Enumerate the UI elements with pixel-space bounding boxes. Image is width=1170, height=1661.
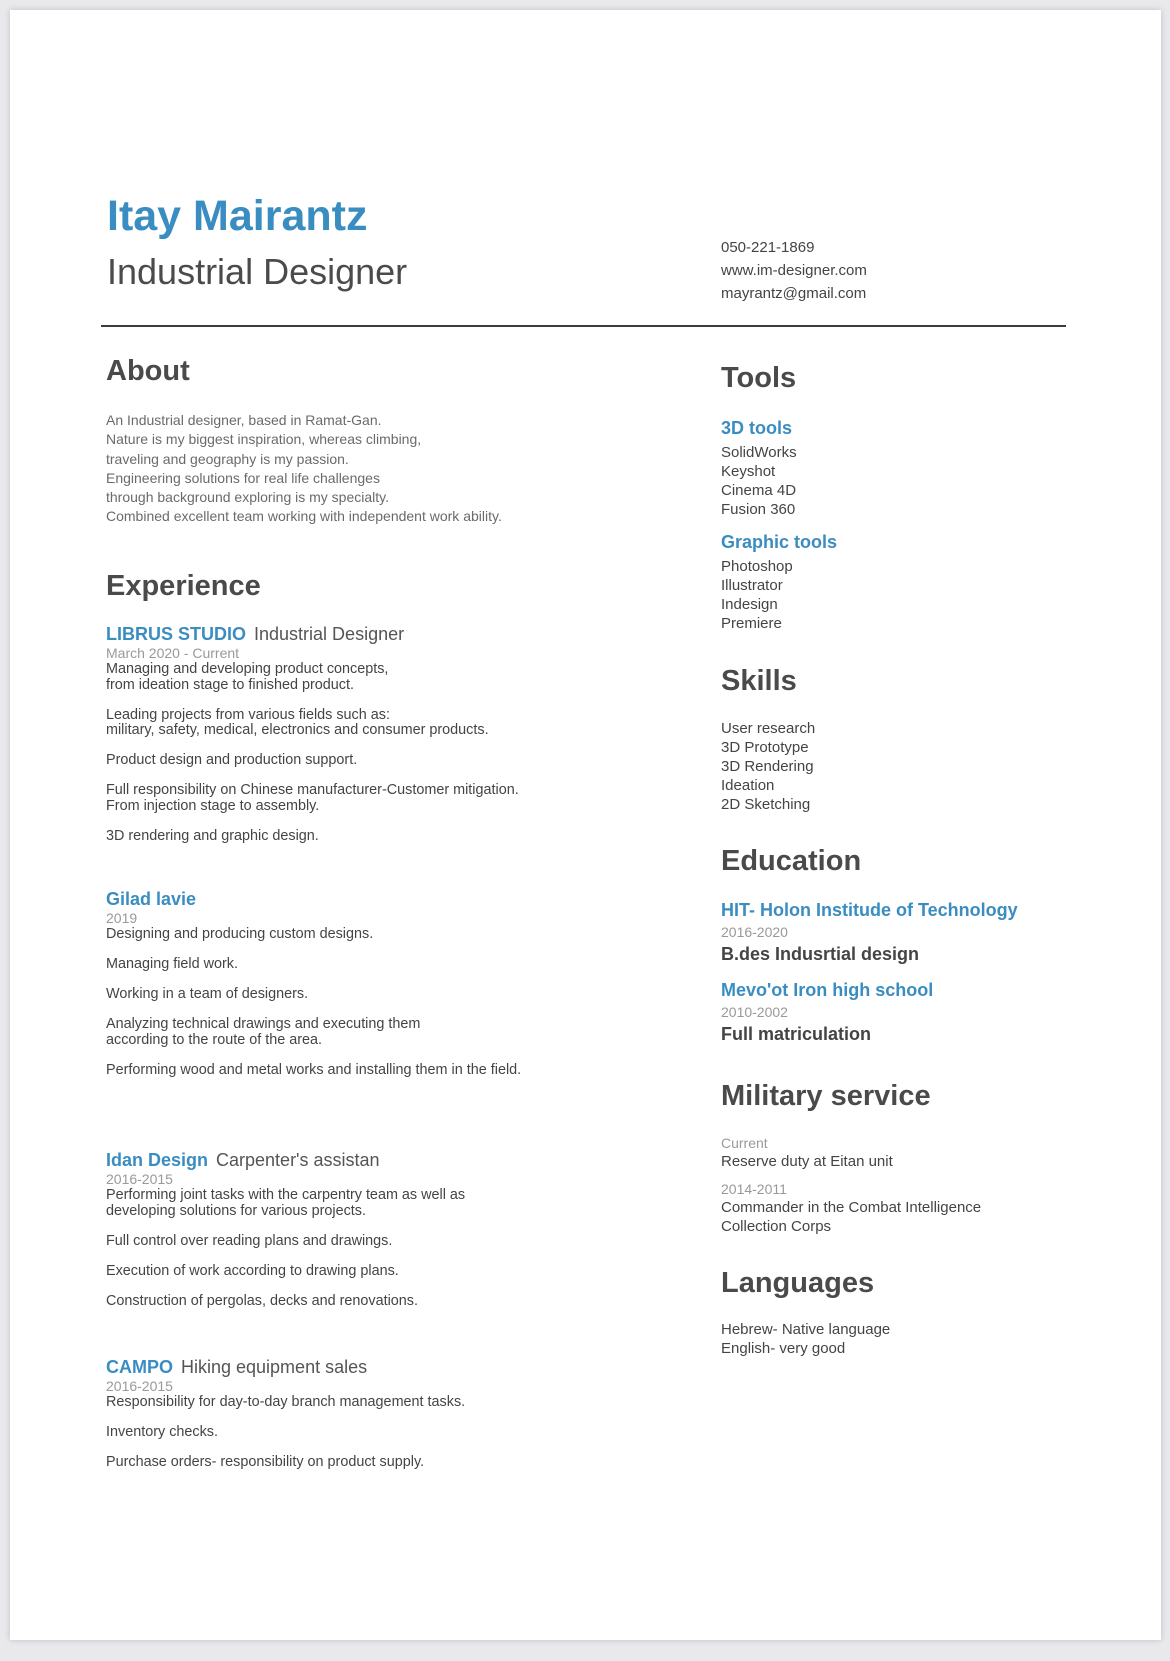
job-company: CAMPO xyxy=(106,1357,173,1377)
military-date: Current xyxy=(721,1135,768,1151)
tools-group-name: Graphic tools xyxy=(721,532,838,552)
job-entry xyxy=(106,1149,646,1324)
languages-heading: Languages xyxy=(721,1267,875,1299)
skills-list xyxy=(721,719,815,814)
military-date: 2014-2011 xyxy=(721,1181,787,1197)
tools-group-name: 3D tools xyxy=(721,418,793,438)
job-entry xyxy=(106,1356,646,1485)
tool-item: Illustrator xyxy=(721,577,783,594)
skill-item: User research xyxy=(721,720,816,737)
job-point: Product design and production support. xyxy=(106,752,358,768)
job-point: Inventory checks. xyxy=(106,1424,218,1440)
job-point: Execution of work according to drawing plans. xyxy=(106,1262,399,1279)
education-date: 2010-2002 xyxy=(721,1004,788,1020)
job-point: Analyzing technical drawings and executing them according to the route of the area. xyxy=(106,1016,421,1048)
military-text: Reserve duty at Eitan unit xyxy=(721,1153,893,1170)
job-header xyxy=(106,1149,646,1171)
tools-list xyxy=(721,557,837,633)
tools-heading: Tools xyxy=(721,362,797,394)
job-point: Construction of pergolas, decks and renovations. xyxy=(106,1292,418,1309)
education-institution: Mevo'ot Iron high school xyxy=(721,980,934,1000)
job-point: 3D rendering and graphic design. xyxy=(106,827,319,844)
job-date: March 2020 - Current xyxy=(106,645,240,661)
tool-item: Premiere xyxy=(721,615,782,632)
job-point: Purchase orders- responsibility on product supply. xyxy=(106,1454,425,1470)
job-entry xyxy=(106,623,646,859)
tool-item: SolidWorks xyxy=(721,444,797,461)
education-entry xyxy=(721,900,1018,965)
job-points xyxy=(106,1395,646,1471)
job-date: 2019 xyxy=(106,910,138,926)
languages-list xyxy=(721,1320,890,1358)
education-heading: Education xyxy=(721,845,862,877)
job-header xyxy=(106,888,646,910)
job-company: LIBRUS STUDIO xyxy=(106,624,247,644)
tool-item: Keyshot xyxy=(721,463,776,480)
language-item: English- very good xyxy=(721,1340,846,1357)
skill-item: 3D Rendering xyxy=(721,758,814,775)
job-point: Full responsibility on Chinese manufacturer-Customer mitigation. From injection stage to assembly. xyxy=(106,782,519,814)
job-date: 2016-2015 xyxy=(106,1378,173,1394)
tools-group xyxy=(721,532,837,633)
language-item: Hebrew- Native language xyxy=(721,1321,891,1338)
job-point: Designing and producing custom designs. xyxy=(106,926,374,942)
candidate-name: Itay Mairantz xyxy=(107,192,368,240)
job-company: Gilad lavie xyxy=(106,889,197,909)
about-line: Engineering solutions for real life challenges xyxy=(106,469,380,486)
job-point: Working in a team of designers. xyxy=(106,986,309,1002)
about-text xyxy=(106,411,502,527)
tools-group xyxy=(721,418,797,519)
job-title: Carpenter's assistan xyxy=(216,1150,380,1170)
job-header xyxy=(106,1356,646,1378)
tool-item: Indesign xyxy=(721,596,778,613)
job-point: Managing field work. xyxy=(106,956,238,972)
education-date: 2016-2020 xyxy=(721,924,788,940)
skill-item: Ideation xyxy=(721,777,775,794)
about-line: traveling and geography is my passion. xyxy=(106,450,349,467)
about-line: An Industrial designer, based in Ramat-Gan. xyxy=(106,412,382,428)
military-text: Commander in the Combat Intelligence Collection Corps xyxy=(721,1199,982,1235)
job-points xyxy=(106,1188,646,1309)
job-point: Performing joint tasks with the carpentry team as well as developing solutions for various projects. xyxy=(106,1187,466,1219)
job-points xyxy=(106,927,646,1078)
header-divider xyxy=(101,325,1066,327)
tool-item: Cinema 4D xyxy=(721,482,797,499)
website-link[interactable]: www.im-designer.com xyxy=(721,262,867,279)
education-degree: Full matriculation xyxy=(721,1024,872,1044)
military-entry xyxy=(721,1135,893,1171)
job-title: Hiking equipment sales xyxy=(181,1357,368,1377)
about-line: Combined excellent team working with independent work ability. xyxy=(106,508,502,525)
phone-number: 050-221-1869 xyxy=(721,239,815,256)
military-heading: Military service xyxy=(721,1080,931,1112)
about-line: through background exploring is my specialty. xyxy=(106,489,390,506)
education-degree: B.des Indusrtial design xyxy=(721,944,920,964)
about-line: Nature is my biggest inspiration, whereas climbing, xyxy=(106,431,422,448)
job-entry xyxy=(106,888,646,1093)
contact-block xyxy=(721,236,867,305)
tool-item: Fusion 360 xyxy=(721,501,796,518)
email-link[interactable]: mayrantz@gmail.com xyxy=(721,285,867,302)
job-date: 2016-2015 xyxy=(106,1171,173,1187)
skills-heading: Skills xyxy=(721,665,797,697)
military-entry xyxy=(721,1181,981,1236)
job-title: Industrial Designer xyxy=(254,624,405,644)
job-point: Performing wood and metal works and installing them in the field. xyxy=(106,1061,522,1078)
job-point: Managing and developing product concepts, from ideation stage to finished product. xyxy=(106,661,389,693)
job-point: Leading projects from various fields such as: military, safety, medical, electronics and consumer products. xyxy=(106,706,489,738)
job-company: Idan Design xyxy=(106,1150,209,1170)
job-point: Full control over reading plans and drawings. xyxy=(106,1232,393,1249)
job-point: Responsibility for day-to-day branch management tasks. xyxy=(106,1394,466,1410)
skill-item: 3D Prototype xyxy=(721,739,809,756)
tool-item: Photoshop xyxy=(721,558,793,575)
job-header xyxy=(106,623,646,645)
job-points xyxy=(106,662,646,844)
about-heading: About xyxy=(106,355,190,387)
skill-item: 2D Sketching xyxy=(721,796,811,813)
resume-page xyxy=(10,10,1161,1640)
tools-list xyxy=(721,443,797,519)
education-entry xyxy=(721,980,933,1045)
experience-heading: Experience xyxy=(106,570,261,602)
candidate-role: Industrial Designer xyxy=(107,251,408,292)
education-institution: HIT- Holon Institude of Technology xyxy=(721,900,1018,920)
